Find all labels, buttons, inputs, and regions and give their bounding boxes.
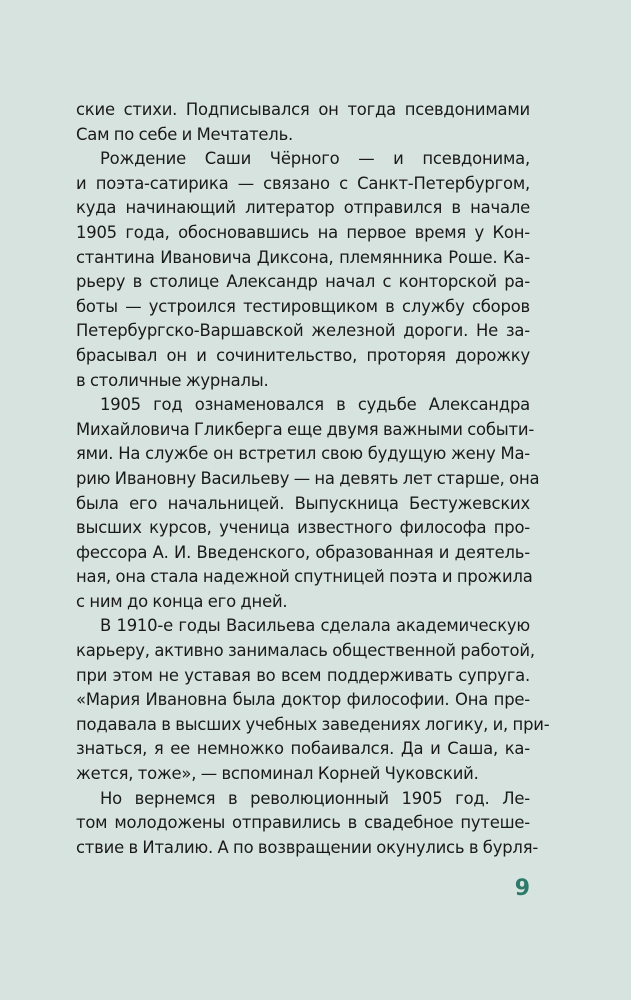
- text-line: рьеру в столице Александр начал с конторской ра-: [76, 272, 530, 292]
- text-line: В 1910-е годы Васильева сделала академическую: [100, 616, 530, 636]
- text-line: и поэта-сатирика — связано с Санкт-Петербургом,: [76, 173, 530, 193]
- text-line: при этом не уставая во всем поддерживать супруга.: [76, 665, 530, 685]
- text-line: стантина Ивановича Диксона, племянника Роше. Ка-: [76, 247, 530, 267]
- text-line: Рождение Саши Чёрного — и псевдонима,: [100, 149, 530, 169]
- text-line: в столичные журналы.: [76, 370, 269, 390]
- text-line: Сам по себе и Мечтатель.: [76, 124, 294, 144]
- text-line: боты — устроился тестировщиком в службу сборов: [76, 296, 530, 316]
- text-line: Но вернемся в революционный 1905 год. Ле-: [100, 788, 530, 808]
- text-line: Михайловича Гликберга еще двумя важными событи-: [76, 419, 535, 439]
- text-line: рию Ивановну Васильеву — на девять лет старше, она: [76, 468, 540, 488]
- text-line: том молодожены отправились в свадебное путеше-: [76, 813, 530, 833]
- page-body-text: [76, 98, 550, 860]
- text-line: куда начинающий литератор отправился в начале: [76, 198, 530, 218]
- text-line: брасывал он и сочинительство, проторяя дорожку: [76, 345, 530, 365]
- text-line: была его начальницей. Выпускница Бестужевских: [76, 493, 530, 513]
- text-line: подавала в высших учебных заведениях логику, и, при-: [76, 714, 550, 734]
- text-line: ские стихи. Подписывался он тогда псевдонимами: [76, 100, 530, 119]
- text-line: карьеру, активно занималась общественной работой,: [76, 641, 535, 661]
- text-line: «Мария Ивановна была доктор философии. Она пре-: [76, 690, 530, 710]
- text-line: ная, она стала надежной спутницей поэта и прожила: [76, 567, 533, 587]
- text-line: ями. На службе он встретил свою будущую жену Ма-: [76, 444, 530, 464]
- text-line: 1905 год ознаменовался в судьбе Александра: [100, 395, 530, 415]
- text-line: Петербургско-Варшавской железной дороги. Не за-: [76, 321, 530, 341]
- text-line: фессора А. И. Введенского, образованная и деятель-: [76, 542, 530, 562]
- text-line: 1905 года, обосновавшись на первое время у Кон-: [76, 222, 530, 242]
- text-line: высших курсов, ученица известного философа про-: [76, 518, 530, 538]
- text-line: с ним до конца его дней.: [76, 591, 288, 611]
- page-number: 9: [514, 876, 530, 901]
- text-line: жется, тоже», — вспоминал Корней Чуковский.: [76, 764, 479, 784]
- text-line: ствие в Италию. А по возвращении окунулись в бурля-: [76, 837, 539, 857]
- text-line: знаться, я ее немножко побаивался. Да и Саша, ка-: [76, 739, 530, 759]
